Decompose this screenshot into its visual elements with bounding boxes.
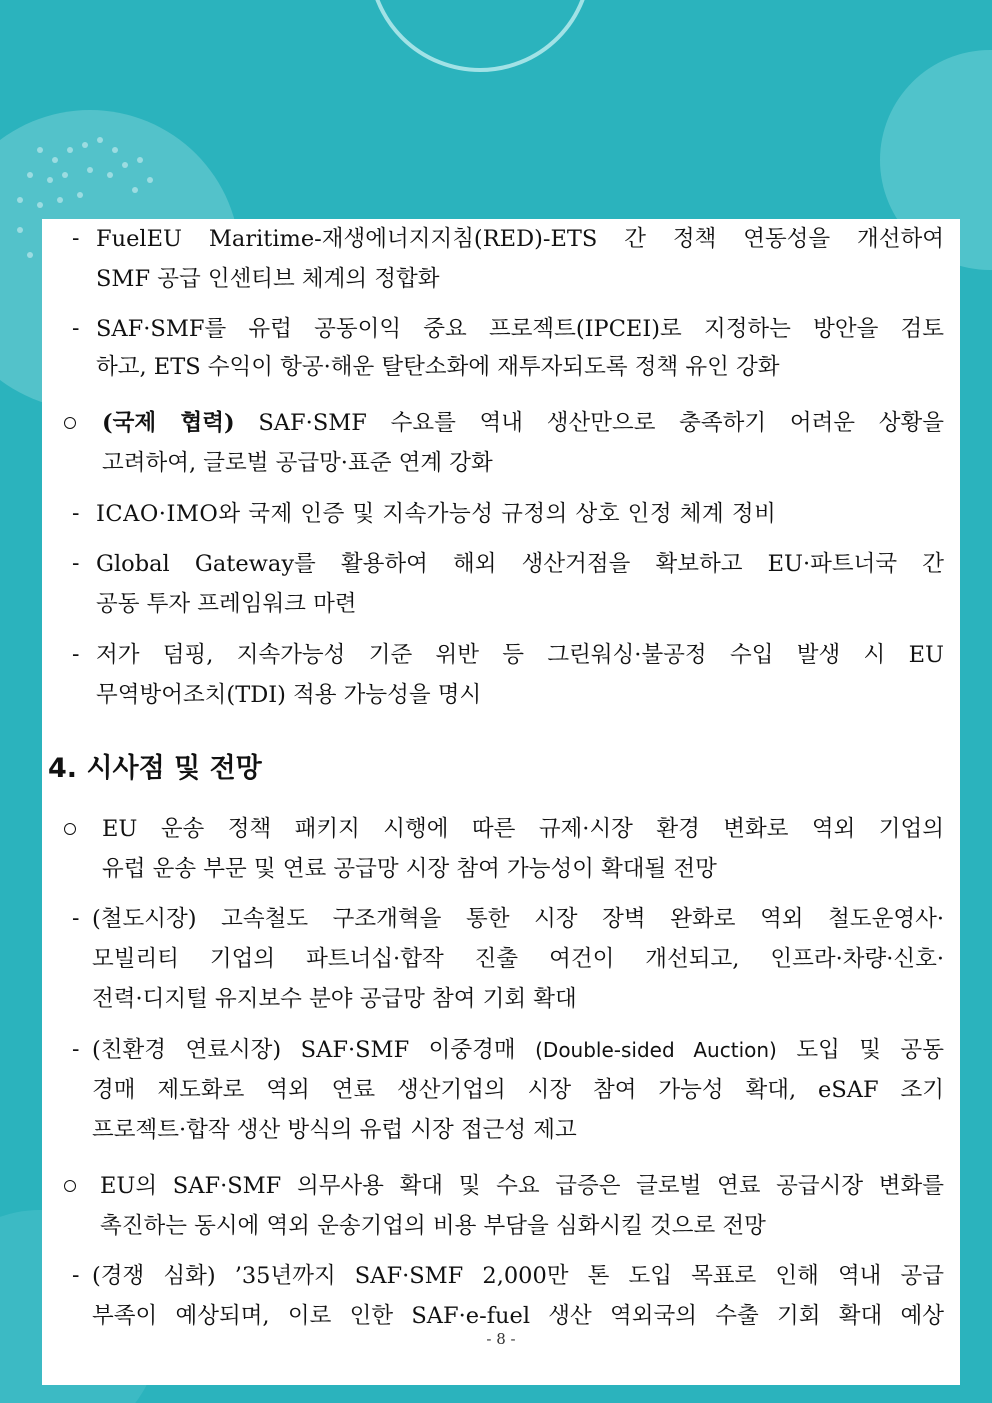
text-line: SMF 공급 인센티브 체계의 정합화 <box>96 266 440 292</box>
text-line: SAF·SMF를 유럽 공동이익 중요 프로젝트(IPCEI)로 지정하는 방안을 검토 <box>96 316 944 342</box>
text-span: (Double-sided Auction) <box>535 1038 777 1062</box>
bullet-circle-icon <box>64 417 76 429</box>
text-line: (경쟁 심화) ’35년까지 SAF·SMF 2,000만 톤 도입 목표로 인해 역내 공급 <box>92 1263 944 1289</box>
text-line: 저가 덤핑, 지속가능성 기준 위반 등 그린워싱·불공정 수입 발생 시 EU <box>96 642 944 668</box>
dash-marker: - <box>72 1037 80 1062</box>
text-line: FuelEU Maritime-재생에너지지침(RED)-ETS 간 정책 연동성을 개선하여 <box>96 226 944 252</box>
text-line: 전력·디지털 유지보수 분야 공급망 참여 기회 확대 <box>92 986 577 1012</box>
text-line: 고려하여, 글로벌 공급망·표준 연계 강화 <box>102 450 493 476</box>
text-span: 도입 및 공동 <box>796 1037 945 1063</box>
text-line: 유럽 운송 부문 및 연료 공급망 시장 참여 가능성이 확대될 전망 <box>102 856 717 882</box>
bullet-circle-icon <box>64 823 76 835</box>
section-heading: 4. 시사점 및 전망 <box>48 753 262 784</box>
text-line: 부족이 예상되며, 이로 인한 SAF·e-fuel 생산 역외국의 수출 기회 확대 예상 <box>92 1303 944 1329</box>
text-line: 경매 제도화로 역외 연료 생산기업의 시장 참여 가능성 확대, eSAF 조기 <box>92 1077 944 1103</box>
text-line: (철도시장) 고속철도 구조개혁을 통한 시장 장벽 완화로 역외 철도운영사· <box>92 906 944 932</box>
text-line <box>102 403 944 443</box>
dash-marker: - <box>72 316 80 341</box>
text-line: 무역방어조치(TDI) 적용 가능성을 명시 <box>96 682 482 708</box>
dash-marker: - <box>72 226 80 251</box>
dash-marker: - <box>72 501 80 526</box>
dash-marker: - <box>72 1263 80 1288</box>
dash-marker: - <box>72 906 80 931</box>
bullet-circle-icon <box>64 1180 76 1192</box>
dash-marker: - <box>72 642 80 667</box>
text-line: EU의 SAF·SMF 의무사용 확대 및 수요 급증은 글로벌 연료 공급시장 변화를 <box>100 1173 944 1199</box>
page-number: - 8 - <box>486 1330 516 1348</box>
text-line <box>92 1030 944 1070</box>
text-span: SAF·SMF 수요를 역내 생산만으로 충족하기 어려운 상황을 <box>258 410 944 436</box>
text-line: 프로젝트·합작 생산 방식의 유럽 시장 접근성 제고 <box>92 1117 577 1143</box>
text-line: 모빌리티 기업의 파트너십·합작 진출 여건이 개선되고, 인프라·차량·신호· <box>92 946 944 972</box>
text-line: ICAO·IMO와 국제 인증 및 지속가능성 규정의 상호 인정 체계 정비 <box>96 501 777 527</box>
text-line: EU 운송 정책 패키지 시행에 따른 규제·시장 환경 변화로 역외 기업의 <box>102 816 944 842</box>
document-page <box>42 219 960 1385</box>
dash-marker: - <box>72 551 80 576</box>
text-line: Global Gateway를 활용하여 해외 생산거점을 확보하고 EU·파트너국 간 <box>96 551 944 577</box>
category-tag: (국제 협력) <box>102 410 235 436</box>
text-span: (친환경 연료시장) SAF·SMF 이중경매 <box>92 1037 516 1063</box>
text-line: 하고, ETS 수익이 항공·해운 탈탄소화에 재투자되도록 정책 유인 강화 <box>96 354 780 380</box>
text-line: 촉진하는 동시에 역외 운송기업의 비용 부담을 심화시킬 것으로 전망 <box>100 1213 766 1239</box>
text-line: 공동 투자 프레임워크 마련 <box>96 591 357 617</box>
